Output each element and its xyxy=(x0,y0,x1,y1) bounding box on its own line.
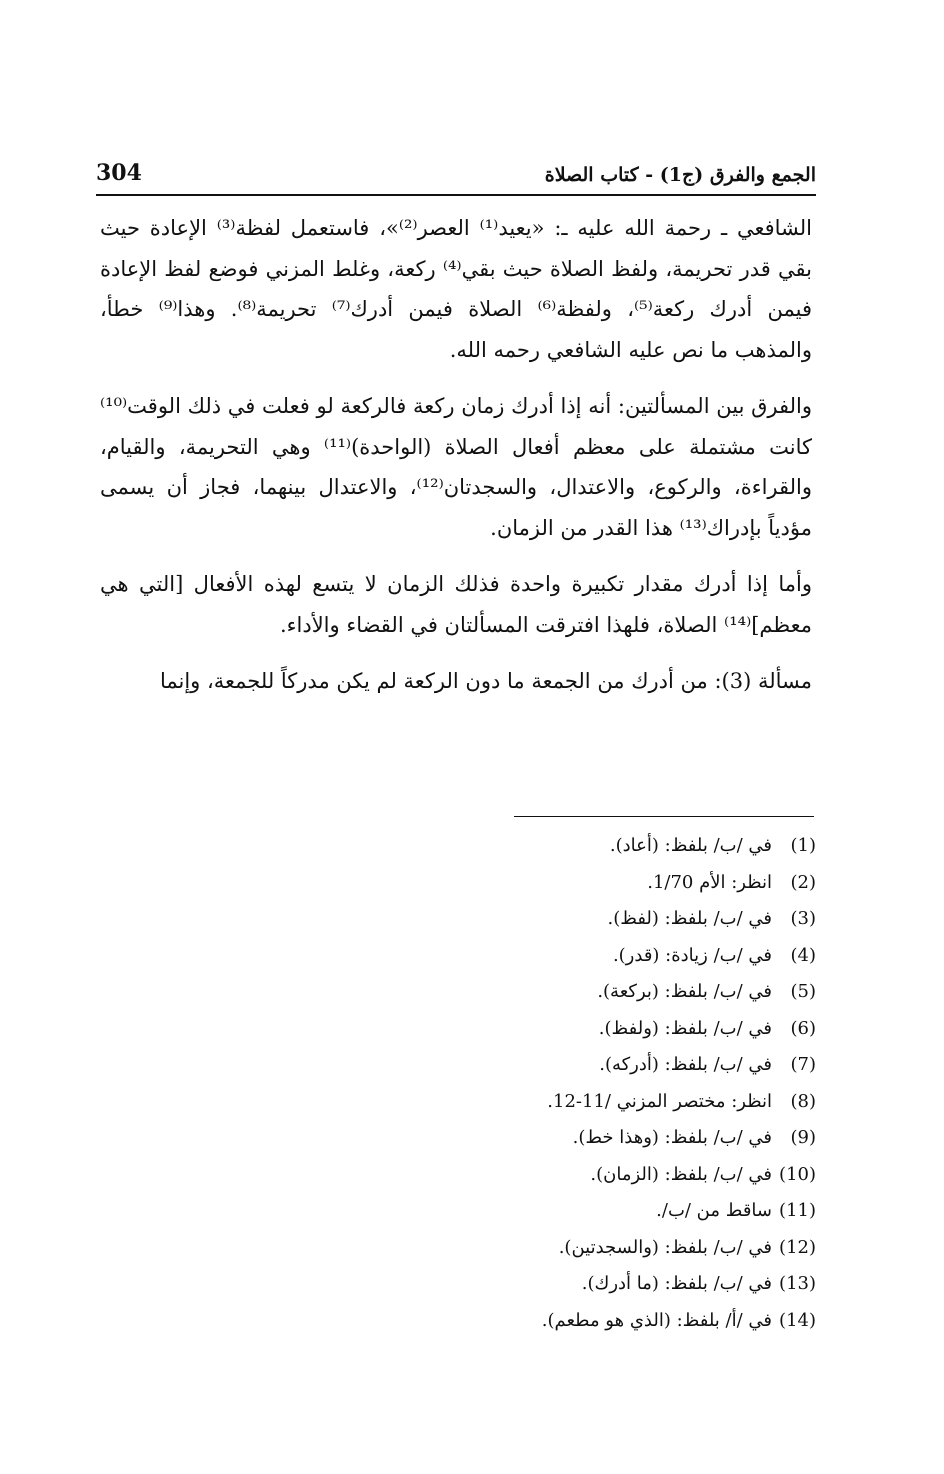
footnote-text: انظر: مختصر المزني /11-12. xyxy=(547,1090,772,1112)
footnote-number: (14) xyxy=(779,1309,816,1331)
footnote-text: انظر: الأم 1/70. xyxy=(647,871,772,893)
footnote-number: (4) xyxy=(790,944,816,966)
running-title: الجمع والفرق (ج1) - كتاب الصلاة xyxy=(544,164,816,186)
paragraph-3: وأما إذا أدرك مقدار تكبيرة واحدة فذلك الزمان لا يتسع لهذه الأفعال [التي هي معظم]⁽¹⁴⁾ الصلاة، فلهذا افترقت المسألتان في القضاء والأداء. xyxy=(100,572,812,637)
footnote-number: (10) xyxy=(779,1163,816,1185)
footnote-number: (3) xyxy=(790,908,816,929)
paragraph-4: مسألة (3): من أدرك من الجمعة ما دون الركعة لم يكن مدركاً للجمعة، وإنما xyxy=(159,669,812,693)
footnote-4 xyxy=(296,938,816,975)
footnote-number: (12) xyxy=(779,1236,816,1258)
footnote-text: في /ب/ بلفظ: (أعاد). xyxy=(609,835,772,856)
footnote-text: في /ب/ زيادة: (قدر). xyxy=(612,944,772,966)
footnote-text: في /ب/ بلفظ: (بركعة). xyxy=(597,981,772,1002)
footnote-text: في /ب/ بلفظ: (الزمان). xyxy=(590,1163,772,1185)
footnote-text: في /ب/ بلفظ: (ولفظ). xyxy=(598,1017,772,1039)
footnote-rule xyxy=(514,816,814,817)
footnote-number: (8) xyxy=(790,1090,816,1112)
footnote-8 xyxy=(296,1084,816,1121)
footnote-14 xyxy=(296,1303,816,1340)
footnote-13 xyxy=(296,1266,816,1303)
paragraph-1: الشافعي ـ رحمة الله عليه ـ: «يعيد⁽¹⁾ العصر⁽²⁾»، فاستعمل لفظة⁽³⁾ الإعادة حيث بقي قدر تحريمة، ولفظ الصلاة حيث بقي⁽⁴⁾ ركعة، وغلط المزني فوضع لفظ الإعادة فيمن أدرك ركعة⁽⁵⁾، ولفظة⁽⁶⁾ الصلاة فيمن أدرك⁽⁷⁾ تحريمة⁽⁸⁾. وهذا⁽⁹⁾ خطأ، والمذهب ما نص عليه الشافعي رحمه الله. xyxy=(100,216,813,362)
footnote-number: (13) xyxy=(779,1273,816,1294)
footnote-text: في /ب/ بلفظ: (وهذا خط). xyxy=(572,1127,772,1148)
footnote-number: (5) xyxy=(790,981,816,1002)
footnote-12 xyxy=(296,1230,816,1267)
footnotes-list xyxy=(296,828,816,1339)
footnote-text: في /ب/ بلفظ: (أدركه). xyxy=(599,1054,772,1075)
footnote-text: في /ب/ بلفظ: (ما أدرك). xyxy=(581,1273,772,1294)
paragraph-2: والفرق بين المسألتين: أنه إذا أدرك زمان ركعة فالركعة لو فعلت في ذلك الوقت⁽¹⁰⁾ كانت مشتملة على معظم أفعال الصلاة (الواحدة)⁽¹¹⁾ وهي التحريمة، والقيام، والقراءة، والركوع، والاعتدال، والسجدتان⁽¹²⁾، والاعتدال بينهما، فجاز أن يسمى مؤدياً بإدراك⁽¹³⁾ هذا القدر من الزمان. xyxy=(100,394,813,540)
footnote-7 xyxy=(296,1047,816,1084)
footnote-number: (2) xyxy=(790,871,816,893)
footnote-6 xyxy=(296,1011,816,1048)
footnote-5 xyxy=(296,974,816,1011)
footnote-3 xyxy=(296,901,816,938)
footnote-text: في /ب/ بلفظ: (والسجدتين). xyxy=(558,1236,772,1258)
page-number: 304 xyxy=(96,160,142,186)
footnote-text: ساقط من /ب/. xyxy=(656,1200,772,1221)
footnote-text: في /أ/ بلفظ: (الذي هو مطعم). xyxy=(541,1309,772,1331)
page-header xyxy=(96,150,816,186)
footnote-9 xyxy=(296,1120,816,1157)
footnote-text: في /ب/ بلفظ: (لفظ). xyxy=(607,908,772,929)
footnote-number: (6) xyxy=(790,1017,816,1039)
footnote-2 xyxy=(296,865,816,902)
footnote-1 xyxy=(296,828,816,865)
footnote-number: (11) xyxy=(779,1200,816,1221)
main-text xyxy=(100,208,812,718)
footnote-11 xyxy=(296,1193,816,1230)
footnote-number: (9) xyxy=(790,1127,816,1148)
header-rule xyxy=(96,194,816,196)
footnote-number: (7) xyxy=(790,1054,816,1075)
footnote-10 xyxy=(296,1157,816,1194)
footnote-number: (1) xyxy=(790,835,816,856)
